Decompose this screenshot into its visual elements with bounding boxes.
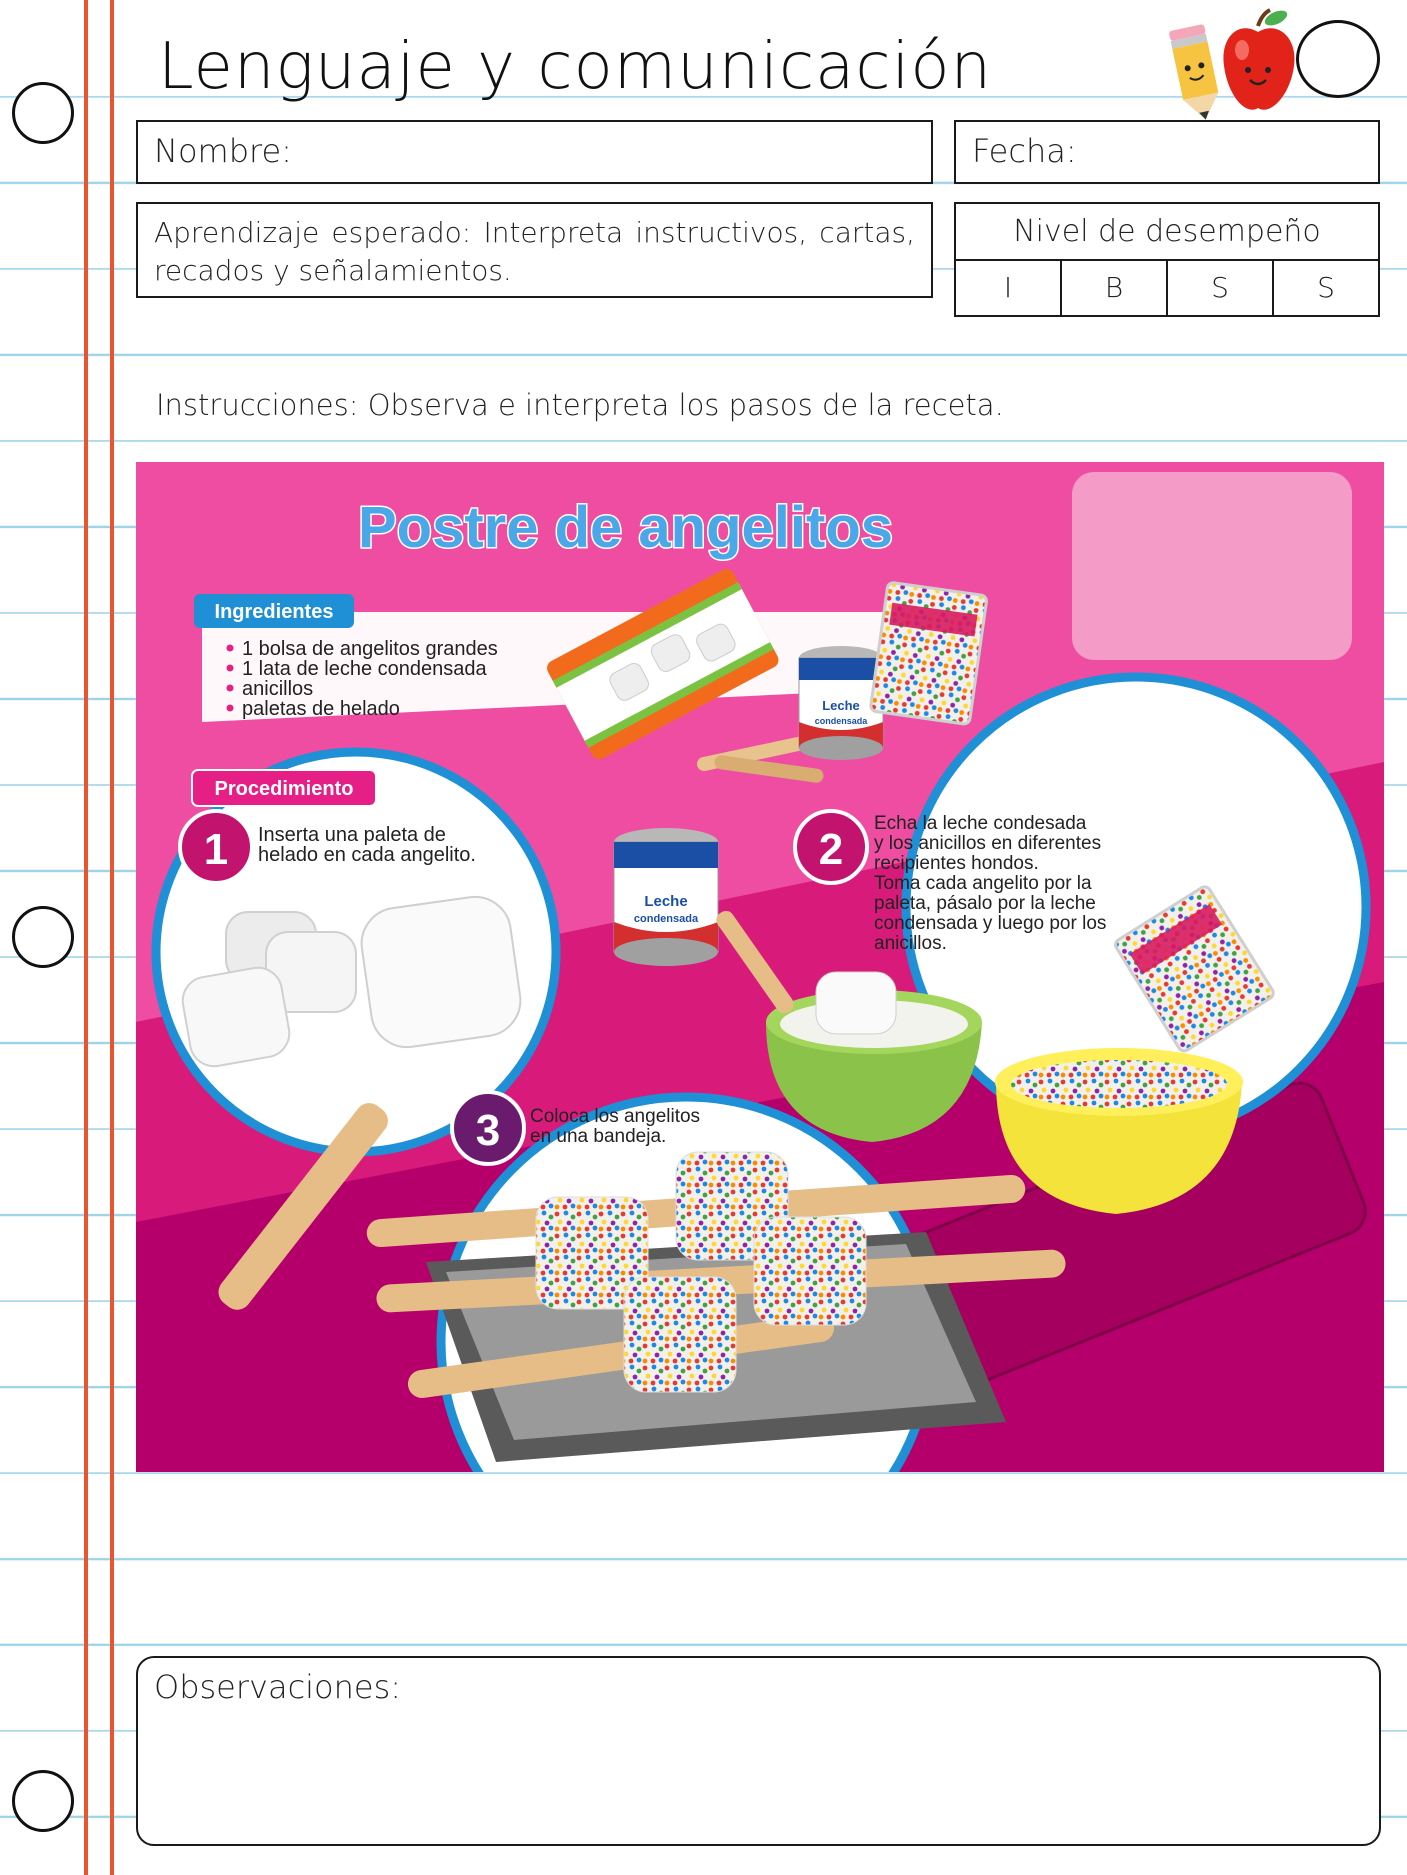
ingredients-label: Ingredientes	[214, 601, 334, 623]
margin-line	[84, 0, 88, 1875]
performance-level-row	[956, 261, 1378, 317]
binder-hole	[12, 1770, 74, 1832]
level-cell[interactable]: B	[1062, 261, 1168, 317]
learning-text: Aprendizaje esperado: Interpreta instructivos, cartas, recados y señalamientos.	[154, 216, 915, 287]
observations-box[interactable]	[136, 1656, 1381, 1846]
step-3-line: en una bandeja.	[530, 1126, 667, 1147]
pencil-apple-icon	[1158, 4, 1308, 124]
name-field[interactable]	[136, 120, 933, 184]
step-2-line: Toma cada angelito por la	[874, 873, 1092, 894]
performance-level-title: Nivel de desempeño	[956, 204, 1378, 261]
step-1-line: Inserta una paleta de	[258, 824, 446, 846]
page-title: Lenguaje y comunicación	[158, 30, 993, 104]
can-label-condensada: condensada	[814, 716, 868, 726]
procedure-label: Procedimiento	[214, 778, 354, 800]
performance-level-table	[954, 202, 1380, 317]
step-2-line: anicillos.	[874, 933, 947, 954]
observations-label: Observaciones:	[154, 1668, 402, 1706]
step-2-line: y los anicillos en diferentes	[874, 833, 1102, 854]
binder-hole	[12, 82, 74, 144]
level-cell[interactable]: S	[1168, 261, 1274, 317]
ingredient-item: 1 lata de leche condensada	[242, 658, 487, 680]
instructions-text: Instrucciones: Observa e interpreta los pasos de la receta.	[156, 388, 1004, 422]
corner-circle	[1296, 20, 1380, 98]
step-1-line: helado en cada angelito.	[258, 844, 476, 866]
binder-hole	[12, 906, 74, 968]
level-cell[interactable]: S	[1317, 271, 1335, 304]
learning-box	[136, 202, 933, 298]
can-label-leche: Leche	[644, 893, 688, 910]
level-cell[interactable]: I	[956, 261, 1062, 317]
ingredient-item: anicillos	[242, 678, 314, 700]
step-number: 3	[475, 1106, 501, 1155]
ingredient-item: paletas de helado	[242, 698, 400, 720]
date-field[interactable]	[954, 120, 1380, 184]
ingredient-item: 1 bolsa de angelitos grandes	[242, 638, 498, 660]
can-label-leche: Leche	[822, 698, 860, 713]
recipe-title: Postre de angelitos	[358, 495, 894, 560]
margin-line	[110, 0, 114, 1875]
recipe-poster	[136, 462, 1384, 1472]
step-2-line: condensada y luego por los	[874, 913, 1107, 934]
date-label: Fecha:	[972, 132, 1077, 170]
can-label-condensada: condensada	[633, 913, 699, 925]
step-number: 1	[203, 825, 229, 874]
step-3-line: Coloca los angelitos	[530, 1106, 701, 1127]
step-2-line: paleta, pásalo por la leche	[874, 893, 1096, 914]
step-2-line: recipientes hondos.	[874, 853, 1039, 874]
step-2-line: Echa la leche condesada	[874, 813, 1087, 834]
name-label: Nombre:	[154, 132, 292, 170]
recipe-illustration	[136, 462, 1384, 1472]
step-number: 2	[818, 825, 844, 874]
